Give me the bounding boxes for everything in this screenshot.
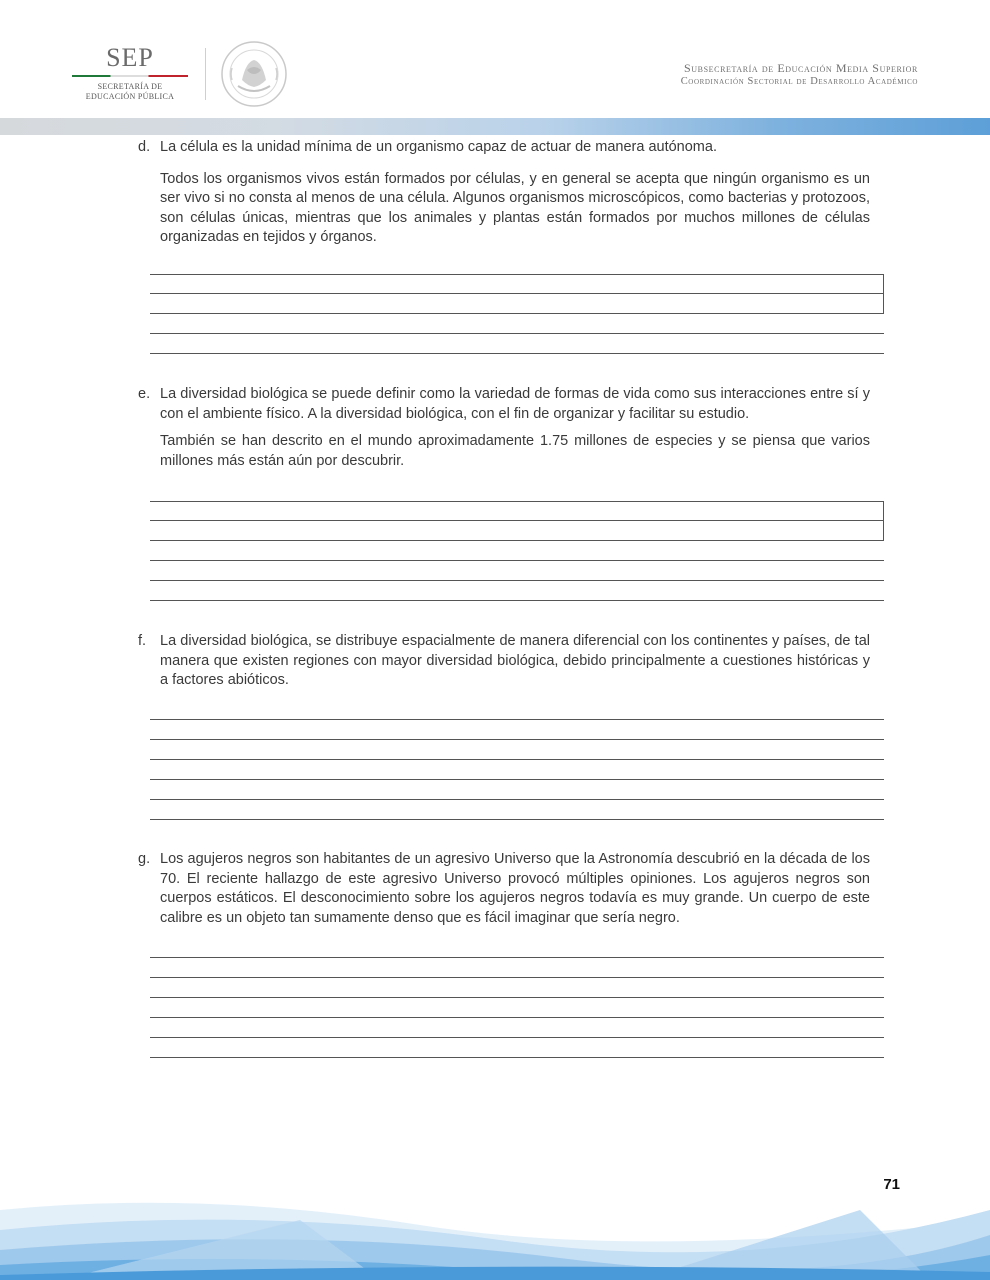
answer-line[interactable] [150, 700, 884, 720]
answer-lines-d[interactable] [150, 274, 884, 354]
answer-line[interactable] [150, 521, 884, 541]
answer-line[interactable] [150, 760, 884, 780]
exercise-item-e [138, 385, 870, 479]
page-header [0, 0, 990, 120]
page-number: 71 [883, 1176, 900, 1193]
sep-logo [70, 44, 190, 102]
footer-wave-decoration [0, 1180, 990, 1280]
answer-line[interactable] [150, 334, 884, 354]
exercise-item-d [138, 138, 870, 256]
answer-line[interactable] [150, 998, 884, 1018]
item-statement: Los agujeros negros son habitantes de un agresivo Universo que la Astronomía descubrió en la década de los 70. El reciente hallazgo de este agresivo Universo provocó múltiples opiniones. Los agujeros negros son cuerpos estáticos. El desconocimiento sobre los agujeros negros todavía es muy grande. Un cuerpo de este calibre es un objeto tan sumamente denso que es fácil imaginar que sería negro. [160, 851, 870, 926]
answer-lines-g[interactable] [150, 938, 884, 1058]
exercise-item-g [138, 850, 870, 936]
answer-line[interactable] [150, 274, 884, 294]
header-divider [205, 48, 206, 100]
answer-line[interactable] [150, 800, 884, 820]
sep-logo-text: SEP [106, 43, 154, 72]
exercise-item-f [138, 632, 870, 699]
answer-line[interactable] [150, 1038, 884, 1058]
coat-of-arms-seal-icon [220, 40, 288, 108]
sep-logo-subtitle-1: SECRETARÍA DE [97, 82, 163, 91]
agency-line-2: Coordinación Sectorial de Desarrollo Académico [680, 76, 918, 87]
sep-logo-tricolor-bar [72, 75, 188, 77]
answer-line[interactable] [150, 720, 884, 740]
item-letter: d. [138, 139, 151, 155]
sep-logo-subtitle-2: EDUCACIÓN PÚBLICA [85, 92, 175, 101]
item-paragraph: Todos los organismos vivos están formados por células, y en general se acepta que ningún organismo es un ser vivo si no consta al menos de una célula. Algunos organismos microscópicos, como bacterias y protozoos, son células únicas, mientras que los animales y plantas están formados por muchos millones de células organizadas en tejidos y órganos. [160, 170, 870, 245]
answer-line[interactable] [150, 501, 884, 521]
answer-line[interactable] [150, 938, 884, 958]
answer-line[interactable] [150, 958, 884, 978]
agency-line-1: Subsecretaría de Educación Media Superior [684, 61, 918, 75]
answer-line[interactable] [150, 1018, 884, 1038]
agency-name [681, 61, 918, 88]
answer-lines-e[interactable] [150, 501, 884, 601]
answer-line[interactable] [150, 561, 884, 581]
answer-line[interactable] [150, 780, 884, 800]
answer-line[interactable] [150, 978, 884, 998]
answer-line[interactable] [150, 541, 884, 561]
item-letter: g. [138, 851, 151, 867]
answer-line[interactable] [150, 294, 884, 314]
item-letter: e. [138, 386, 151, 402]
item-statement: La célula es la unidad mínima de un organismo capaz de actuar de manera autónoma. [160, 139, 717, 155]
item-paragraph: También se han descrito en el mundo aproximadamente 1.75 millones de especies y se piensa que varios millones más están aún por descubrir. [160, 433, 870, 469]
answer-line[interactable] [150, 581, 884, 601]
answer-line[interactable] [150, 314, 884, 334]
answer-lines-f[interactable] [150, 700, 884, 820]
item-statement: La diversidad biológica, se distribuye espacialmente de manera diferencial con los continentes y países, de tal manera que existen regiones con mayor diversidad biológica, debido principalmente a cuestiones históricas y a factores abióticos. [160, 633, 870, 688]
item-letter: f. [138, 633, 147, 649]
header-color-band [0, 118, 990, 135]
item-statement: La diversidad biológica se puede definir como la variedad de formas de vida como sus interacciones entre sí y con el ambiente físico. A la diversidad biológica, con el fin de organizar y facilitar su estudio. [160, 386, 870, 422]
answer-line[interactable] [150, 740, 884, 760]
